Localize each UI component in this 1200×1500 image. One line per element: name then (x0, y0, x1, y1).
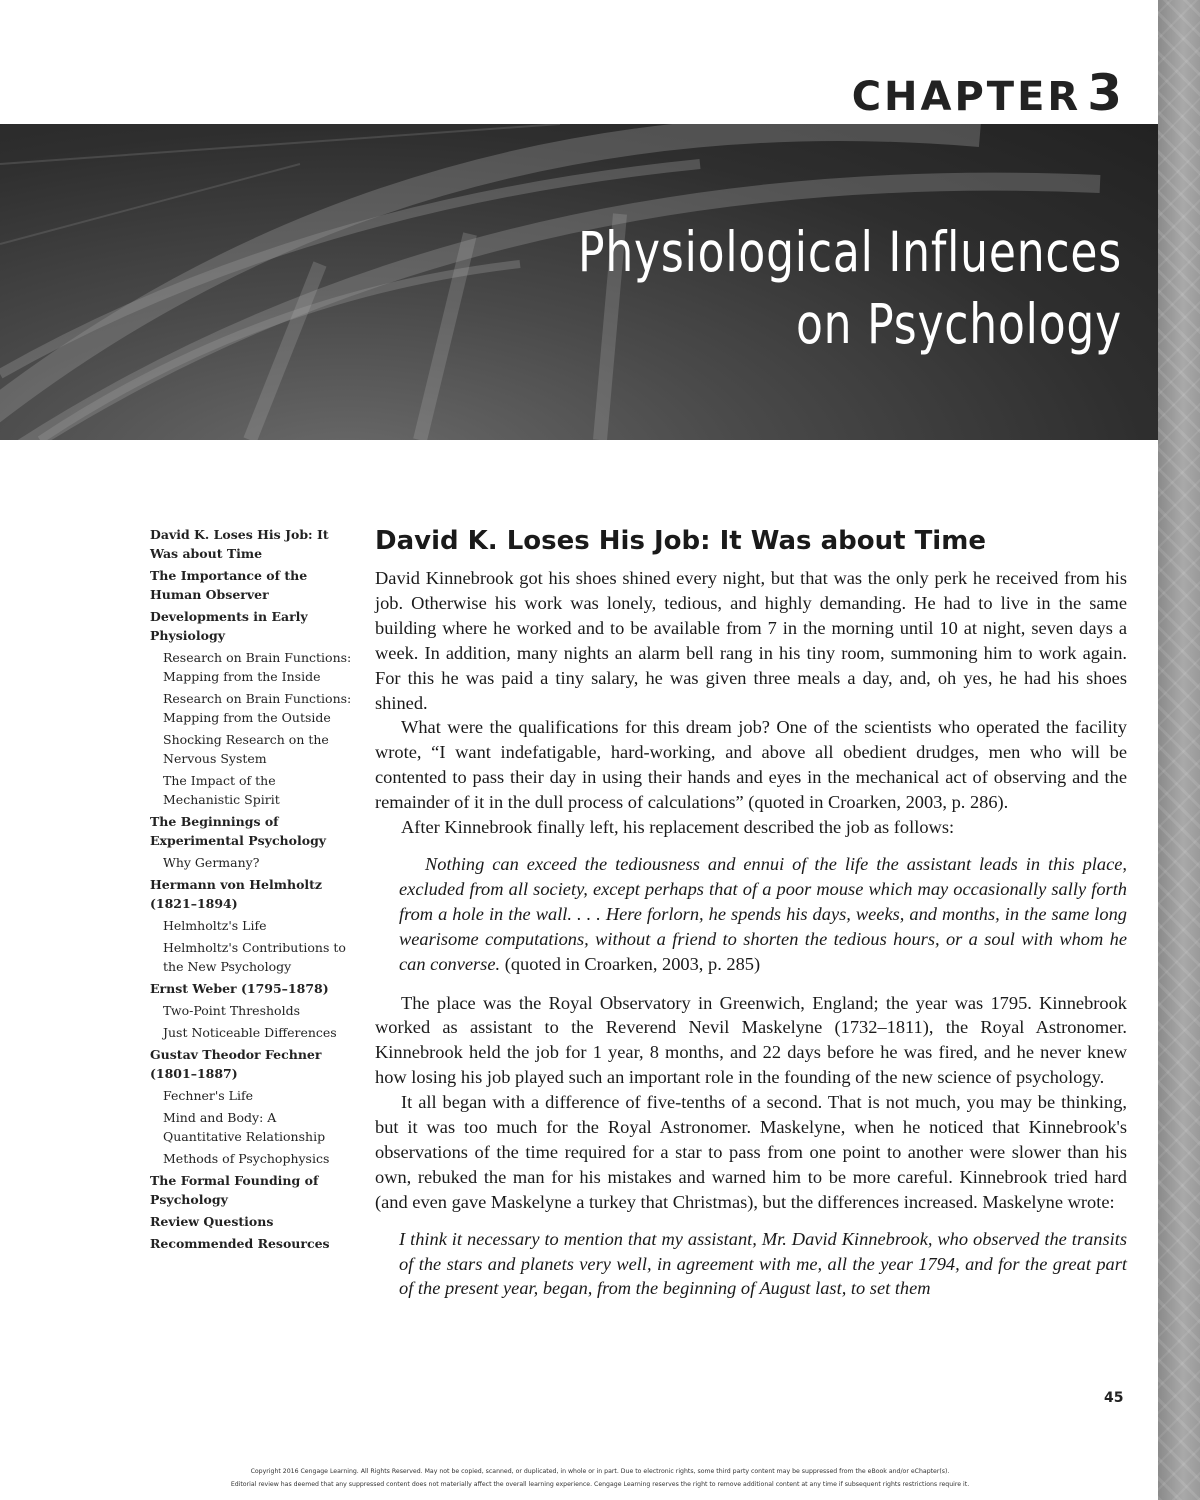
outline-item: Review Questions (150, 1214, 274, 1229)
outline-item: The Formal Founding of Psychology (150, 1173, 319, 1207)
outline-subitem: Helmholtz's Contributions to the New Psychology (163, 940, 346, 974)
chapter-banner (0, 124, 1158, 440)
body-paragraph: David Kinnebrook got his shoes shined every night, but that was the only perk he received from his job. Otherwise his work was lonely, tedious, and highly demanding. He had to live in the same building where he worked and to be available from 7 in the morning until 10 at night, seven days a week. In addition, many nights an alarm bell rang in his tiny room, summoning him to work again. For this he was paid a tiny salary, he was given three meals a day, and, oh yes, he had his shoes shined. (375, 568, 1127, 713)
outline-subitem: Mind and Body: A Quantitative Relationship (163, 1110, 326, 1144)
body-paragraph: What were the qualifications for this dream job? One of the scientists who operated the facility wrote, “I want indefatigable, hard-working, and above all obedient drudges, men who will be contented to pass their day in using their hands and eyes in the mechanical act of observing and the remainder of it in the dull process of calculations” (quoted in Croarken, 2003, p. 286). (375, 717, 1127, 813)
body-paragraph: It all began with a difference of five-tenths of a second. That is not much, you may be thinking, but it was too much for the Royal Astronomer. Maskelyne, when he noticed that Kinnebrook's observations of the time required for a star to pass from one point to another were slower than his own, rebuked the man for his mistakes and warned him to be more careful. Kinnebrook tried hard (and even gave Maskelyne a turkey that Christmas), but the differences increased. Maskelyne wrote: (375, 1092, 1127, 1212)
chapter-number: 3 (1087, 64, 1122, 122)
outline-item: The Importance of the Human Observer (150, 568, 308, 602)
chapter-body (375, 524, 1127, 1313)
section-heading: David K. Loses His Job: It Was about Time (375, 526, 986, 556)
chapter-word: CHAPTER (851, 74, 1082, 120)
outline-subitem: Shocking Research on the Nervous System (163, 732, 329, 766)
chapter-title-line-1: Physiological Influences (578, 220, 1122, 284)
chapter-title-line-2: on Psychology (795, 292, 1122, 356)
quote-text: Nothing can exceed the tediousness and ennui of the life the assistant leads in this place, excluded from all society, except perhaps that of a poor mouse which may occasionally sally forth from a hole in the wall. . . . Here forlorn, he spends his days, weeks, and months, in the same long wearisome computations, without a friend to shorten the tedious hours, or a soul with whom he can converse. (399, 853, 1127, 974)
chapter-outline (150, 525, 355, 1256)
outline-subitem: Methods of Psychophysics (163, 1151, 330, 1166)
copyright-line: Copyright 2016 Cengage Learning. All Rights Reserved. May not be copied, scanned, or duplicated, in whole or in part. Due to electronic rights, some third party content may be suppressed from the eBook and/or eChapter(s). (250, 1468, 950, 1475)
quote-text: I think it necessary to mention that my assistant, Mr. David Kinnebrook, who observed the transits of the stars and planets very well, in agreement with me, all the year 1794, and for the great part of the present year, began, from the beginning of August last, to set them (399, 1228, 1127, 1299)
outline-subitem: Just Noticeable Differences (163, 1025, 337, 1040)
outline-subitem: Why Germany? (163, 855, 260, 870)
block-quote (399, 852, 1127, 977)
body-paragraph: The place was the Royal Observatory in Greenwich, England; the year was 1795. Kinnebrook worked as assistant to the Reverend Nevil Maskelyne (1732–1811), the Royal Astronomer. Kinnebrook held the job for 1 year, 8 months, and 22 days before he was fired, and he never knew how losing his job played such an important role in the founding of the new science of psychology. (375, 992, 1127, 1088)
outline-subitem: Research on Brain Functions: Mapping from the Inside (163, 650, 352, 684)
side-edge-strip (1158, 0, 1200, 1500)
outline-item: Recommended Resources (150, 1236, 330, 1251)
copyright-line: Editorial review has deemed that any suppressed content does not materially affect the overall learning experience. Cengage Learning reserves the right to remove additional content at any time if subsequent rights restrictions require it. (230, 1481, 970, 1488)
chapter-title (578, 216, 1122, 360)
chapter-label (852, 64, 1122, 122)
body-paragraph: After Kinnebrook finally left, his replacement described the job as follows: (401, 817, 955, 838)
outline-item: Ernst Weber (1795–1878) (150, 981, 329, 996)
outline-subitem: Research on Brain Functions: Mapping from the Outside (163, 691, 352, 725)
page-number: 45 (1104, 1390, 1124, 1406)
outline-subitem: Two-Point Thresholds (163, 1003, 300, 1018)
block-quote (399, 1227, 1127, 1302)
outline-subitem: Helmholtz's Life (163, 918, 267, 933)
outline-item: Gustav Theodor Fechner (1801–1887) (150, 1047, 322, 1081)
outline-item: Developments in Early Physiology (150, 609, 308, 643)
outline-subitem: Fechner's Life (163, 1088, 254, 1103)
quote-citation: (quoted in Croarken, 2003, p. 285) (504, 953, 761, 974)
outline-item: The Beginnings of Experimental Psychology (150, 814, 327, 848)
outline-subitem: The Impact of the Mechanistic Spirit (163, 773, 280, 807)
outline-item: David K. Loses His Job: It Was about Time (150, 527, 329, 561)
outline-item: Hermann von Helmholtz (1821–1894) (150, 877, 323, 911)
